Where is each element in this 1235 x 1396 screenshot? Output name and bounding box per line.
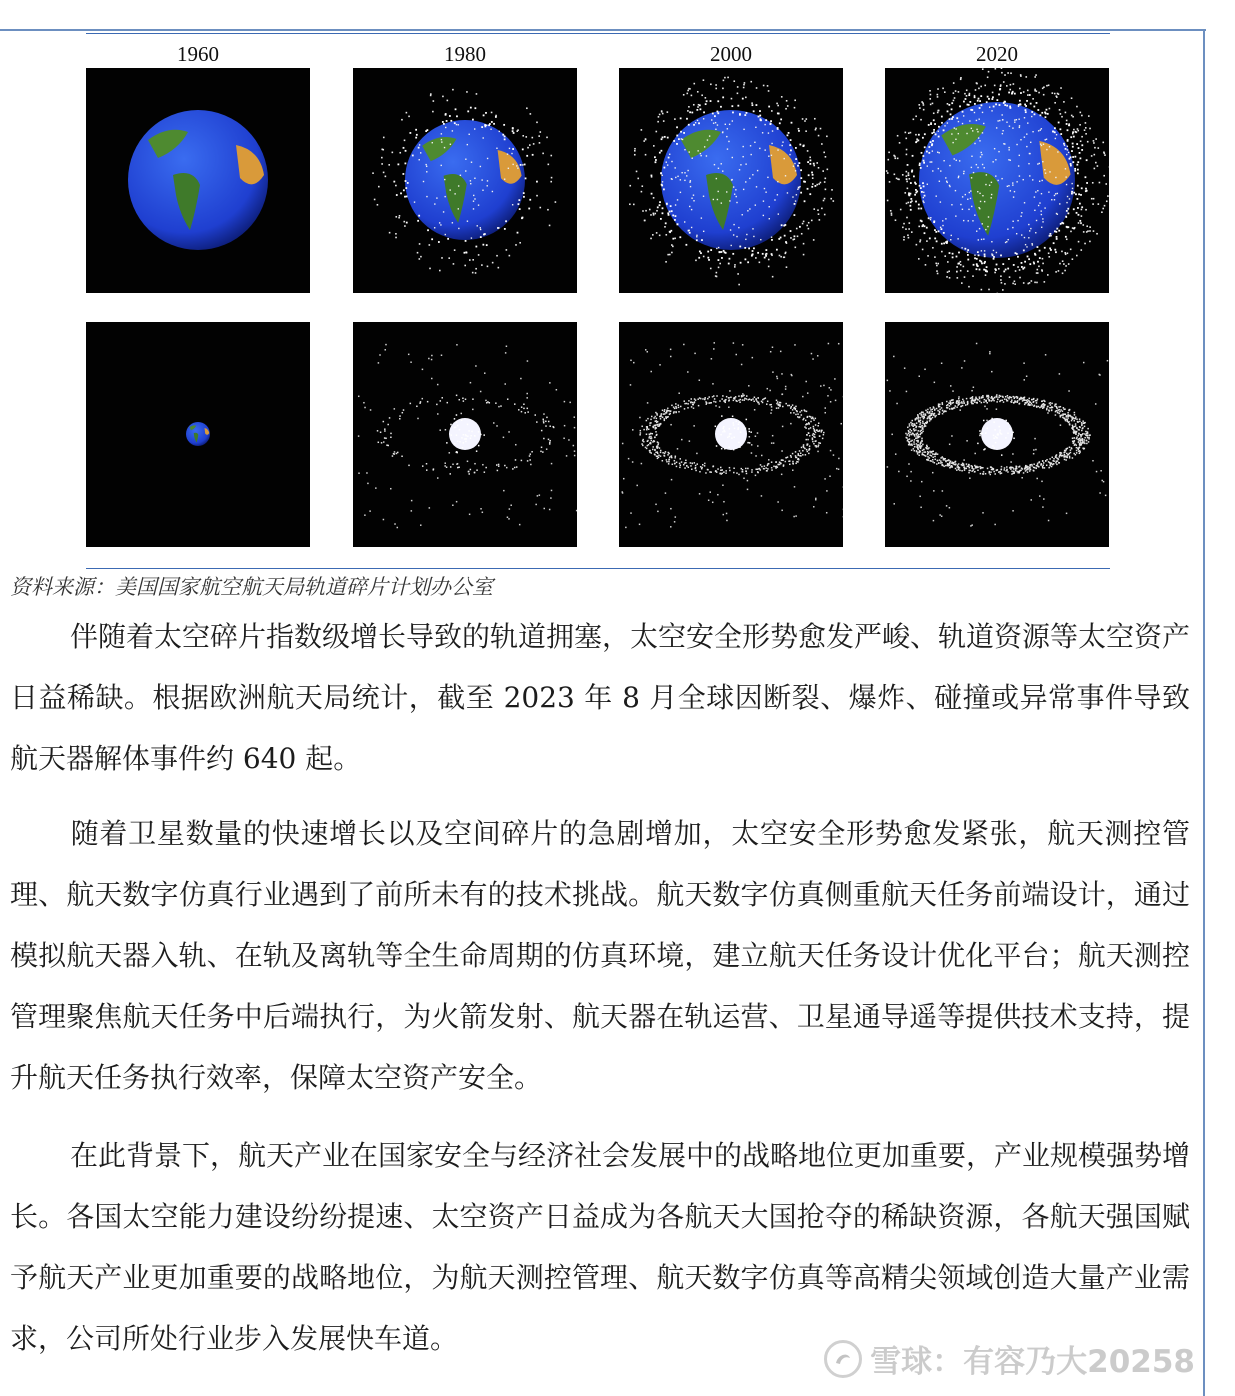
watermark-text: 雪球：有容乃大20258 [870,1344,1195,1380]
year-label-1960: 1960 [177,42,219,66]
figure-bottom-rule [86,568,1110,569]
figure-top-rule [86,33,1110,34]
paragraph-1 [10,606,1190,789]
panel-1980-wide [353,322,577,547]
year-label-1980: 1980 [444,42,486,66]
page-frame-top [0,29,1206,31]
year-label-2020: 2020 [976,42,1018,66]
figure-source-note: 资料来源：美国国家航空航天局轨道碎片计划办公室 [10,575,493,599]
paragraph-3-text: 在此背景下，航天产业在国家安全与经济社会发展中的战略地位更加重要，产业规模强势增长。各国太空能力建设纷纷提速、太空资产日益成为各航天大国抢夺的稀缺资源，各航天强国赋予航天产业更加重要的战略地位，为航天测控管理、航天数字仿真等高精尖领域创造大量产业需求，公司所处行业步入发展快车道。 [10,1139,1191,1355]
paragraph-2-text: 随着卫星数量的快速增长以及空间碎片的急剧增加，太空安全形势愈发紧张，航天测控管理、航天数字仿真行业遇到了前所未有的技术挑战。航天数字仿真侧重航天任务前端设计，通过模拟航天器入轨、在轨及离轨等全生命周期的仿真环境，建立航天任务设计优化平台；航天测控管理聚焦航天任务中后端执行，为火箭发射、航天器在轨运营、卫星通导遥等提供技术支持，提升航天任务执行效率，保障太空资产安全。 [10,817,1190,1094]
page-frame-right [1203,29,1205,1396]
watermark [824,1336,1195,1381]
earth-2000-wide [619,322,843,547]
earth-1960-wide [86,322,310,547]
panel-1960-wide [86,322,310,547]
paragraph-1-text: 伴随着太空碎片指数级增长导致的轨道拥塞，太空安全形势愈发严峻、轨道资源等太空资产日益稀缺。根据欧洲航天局统计，截至 2023 年 8 月全球因断裂、爆炸、碰撞或异常事件导致航天器解体事件约 640 起。 [10,620,1191,775]
panel-2020-closeup [885,68,1109,293]
earth-1960-closeup [86,68,310,293]
panel-1980-closeup [353,68,577,293]
earth-1980-wide [353,322,577,547]
earth-2020-wide [885,322,1109,547]
snowball-logo-icon [824,1340,862,1378]
panel-1960-closeup [86,68,310,293]
earth-2000-closeup [619,68,843,293]
panel-2000-wide [619,322,843,547]
paragraph-3 [10,1125,1190,1369]
panel-2000-closeup [619,68,843,293]
year-label-2000: 2000 [710,42,752,66]
paragraph-2 [10,803,1190,1108]
panel-2020-wide [885,322,1109,547]
earth-1980-closeup [353,68,577,293]
earth-2020-closeup [885,68,1109,293]
